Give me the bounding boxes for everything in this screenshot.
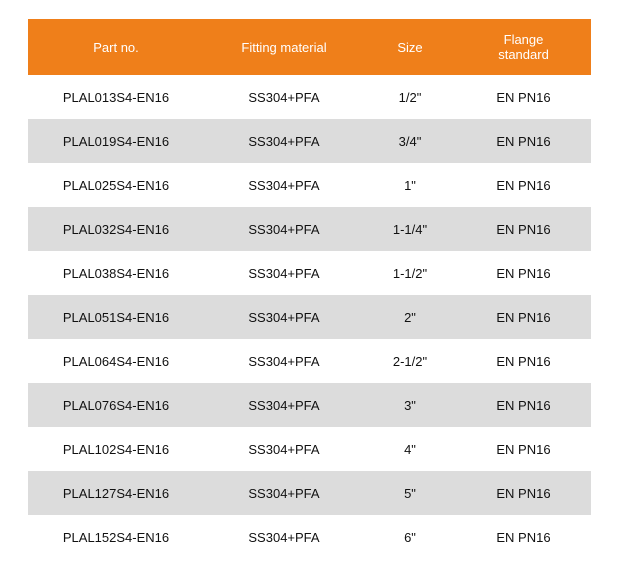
cell-part-no: PLAL025S4-EN16: [62, 177, 170, 193]
cell-flange-standard: EN PN16: [496, 309, 551, 325]
cell-size: 1-1/2": [392, 265, 428, 281]
cell-flange-standard: EN PN16: [496, 397, 551, 413]
cell-size: 3/4": [398, 133, 422, 149]
header-part-no: Part no.: [93, 39, 139, 55]
cell-fitting-material: SS304+PFA: [248, 89, 320, 105]
table-row: [28, 427, 591, 471]
table-row: [28, 339, 591, 383]
cell-fitting-material: SS304+PFA: [248, 265, 320, 281]
cell-size: 5": [404, 485, 416, 501]
cell-size: 6": [404, 529, 416, 545]
header-flange-standard-line2: standard: [498, 47, 549, 62]
cell-part-no: PLAL102S4-EN16: [62, 441, 170, 457]
cell-fitting-material: SS304+PFA: [248, 529, 320, 545]
cell-size: 3": [404, 397, 416, 413]
table-header: [28, 19, 591, 75]
header-flange-standard: [456, 32, 591, 62]
table-row: [28, 471, 591, 515]
cell-size: 1": [404, 177, 416, 193]
cell-part-no: PLAL019S4-EN16: [62, 133, 170, 149]
table-row: [28, 295, 591, 339]
header-size: Size: [397, 39, 423, 55]
table-row: [28, 515, 591, 559]
cell-flange-standard: EN PN16: [496, 89, 551, 105]
cell-part-no: PLAL051S4-EN16: [62, 309, 170, 325]
cell-size: 2-1/2": [392, 353, 428, 369]
table-row: [28, 75, 591, 119]
cell-flange-standard: EN PN16: [496, 353, 551, 369]
table-row: [28, 251, 591, 295]
cell-part-no: PLAL038S4-EN16: [62, 265, 170, 281]
cell-part-no: PLAL127S4-EN16: [62, 485, 170, 501]
cell-flange-standard: EN PN16: [496, 485, 551, 501]
cell-part-no: PLAL064S4-EN16: [62, 353, 170, 369]
cell-part-no: PLAL076S4-EN16: [62, 397, 170, 413]
cell-flange-standard: EN PN16: [496, 441, 551, 457]
cell-fitting-material: SS304+PFA: [248, 221, 320, 237]
cell-fitting-material: SS304+PFA: [248, 441, 320, 457]
cell-part-no: PLAL032S4-EN16: [62, 221, 170, 237]
header-flange-standard-line1: Flange: [503, 32, 544, 47]
cell-fitting-material: SS304+PFA: [248, 133, 320, 149]
cell-flange-standard: EN PN16: [496, 221, 551, 237]
cell-part-no: PLAL152S4-EN16: [62, 529, 170, 545]
table-row: [28, 163, 591, 207]
cell-flange-standard: EN PN16: [496, 529, 551, 545]
cell-flange-standard: EN PN16: [496, 133, 551, 149]
cell-size: 2": [404, 309, 416, 325]
cell-size: 4": [404, 441, 416, 457]
table-row: [28, 207, 591, 251]
cell-fitting-material: SS304+PFA: [248, 177, 320, 193]
cell-fitting-material: SS304+PFA: [248, 485, 320, 501]
cell-size: 1/2": [398, 89, 422, 105]
product-table: [28, 19, 591, 559]
cell-fitting-material: SS304+PFA: [248, 353, 320, 369]
cell-flange-standard: EN PN16: [496, 177, 551, 193]
cell-fitting-material: SS304+PFA: [248, 309, 320, 325]
table-row: [28, 119, 591, 163]
header-fitting-material: Fitting material: [241, 39, 327, 55]
cell-size: 1-1/4": [392, 221, 428, 237]
cell-fitting-material: SS304+PFA: [248, 397, 320, 413]
cell-part-no: PLAL013S4-EN16: [62, 89, 170, 105]
table-row: [28, 383, 591, 427]
cell-flange-standard: EN PN16: [496, 265, 551, 281]
